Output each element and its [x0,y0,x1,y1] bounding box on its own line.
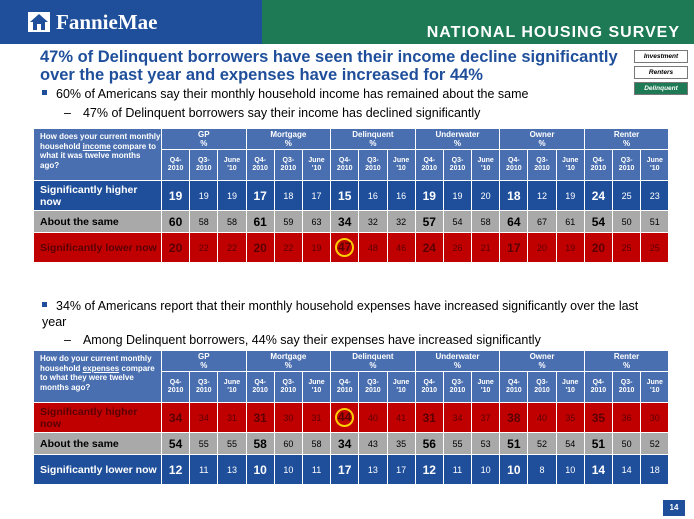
value-cell: 58 [190,211,217,232]
table-row [34,403,668,432]
value-cell: 25 [641,233,668,262]
value-cell: 31 [416,403,443,432]
row-label: About the same [34,211,161,232]
table-row [34,181,668,210]
value-cell: 19 [416,181,443,210]
period-header: June '10 [472,150,499,180]
value-cell: 35 [557,403,584,432]
value-cell: 11 [303,455,330,484]
group-header: Delinquent % [331,129,415,149]
value-cell: 58 [247,433,274,454]
sub-bullet-income: – 47% of Delinquent borrowers say their income has declined significantly [64,106,481,120]
header-banner [0,0,694,44]
value-cell: 24 [585,181,612,210]
value-cell: 58 [303,433,330,454]
value-cell: 21 [472,233,499,262]
period-header: Q3- 2010 [359,372,386,402]
slide-title: 47% of Delinquent borrowers have seen their income decline significantly over the past year and expenses have increased for 44% [40,48,618,84]
value-cell: 32 [388,211,415,232]
group-header: Renter % [585,129,669,149]
value-cell: 57 [416,211,443,232]
income-table [33,128,669,263]
value-cell: 51 [641,211,668,232]
value-cell: 17 [500,233,527,262]
legend-renters: Renters [634,66,688,79]
value-cell: 35 [388,433,415,454]
period-header: June '10 [303,372,330,402]
value-cell: 14 [613,455,640,484]
value-cell: 13 [218,455,245,484]
value-cell: 64 [500,211,527,232]
period-header: Q3- 2010 [613,150,640,180]
legend-delinquent: Delinquent [634,82,688,95]
highlight-circle: 44 [335,408,354,427]
value-cell: 18 [500,181,527,210]
period-header: Q3- 2010 [528,372,555,402]
value-cell: 61 [247,211,274,232]
table-row [34,233,668,262]
value-cell: 17 [388,455,415,484]
group-header: GP % [162,351,246,371]
value-cell: 54 [557,433,584,454]
value-cell: 63 [303,211,330,232]
value-cell: 61 [557,211,584,232]
value-cell: 11 [190,455,217,484]
value-cell: 50 [613,433,640,454]
value-cell: 16 [388,181,415,210]
value-cell: 18 [641,455,668,484]
value-cell: 23 [641,181,668,210]
period-header: Q4- 2010 [331,150,358,180]
value-cell: 58 [218,211,245,232]
value-cell: 50 [613,211,640,232]
value-cell: 52 [641,433,668,454]
group-header: Owner % [500,351,584,371]
value-cell: 46 [388,233,415,262]
period-header: Q4- 2010 [500,150,527,180]
group-header: Mortgage % [247,351,331,371]
value-cell: 43 [359,433,386,454]
period-header: Q3- 2010 [613,372,640,402]
value-cell: 20 [162,233,189,262]
period-header: June '10 [557,372,584,402]
value-cell: 40 [528,403,555,432]
value-cell: 54 [585,211,612,232]
legend-investment: Investment [634,50,688,63]
table-row [34,433,668,454]
period-header: Q3- 2010 [190,372,217,402]
period-header: June '10 [303,150,330,180]
highlight-circle: 47 [335,238,354,257]
value-cell: 13 [359,455,386,484]
value-cell: 38 [500,403,527,432]
brand-name: FannieMae [56,10,158,34]
value-cell: 34 [190,403,217,432]
page-number: 14 [663,500,685,516]
expenses-table [33,350,669,485]
value-cell: 19 [218,181,245,210]
period-header: June '10 [388,372,415,402]
period-header: Q4- 2010 [500,372,527,402]
value-cell: 15 [331,181,358,210]
brand-bar [0,0,262,44]
row-label: Significantly lower now [34,233,161,262]
period-header: Q3- 2010 [444,372,471,402]
bullet-income: 60% of Americans say their monthly household income has remained about the same [42,86,529,102]
group-header: Delinquent % [331,351,415,371]
value-cell: 35 [585,403,612,432]
period-header: June '10 [218,150,245,180]
period-header: Q4- 2010 [247,150,274,180]
segment-legend [634,50,688,98]
value-cell: 12 [416,455,443,484]
group-header: GP % [162,129,246,149]
period-header: Q3- 2010 [275,372,302,402]
value-cell: 36 [613,403,640,432]
value-cell: 25 [613,181,640,210]
value-cell: 55 [218,433,245,454]
table-row [34,211,668,232]
value-cell: 17 [303,181,330,210]
value-cell: 22 [190,233,217,262]
value-cell: 10 [247,455,274,484]
bullet-square-icon [42,302,47,307]
value-cell: 10 [500,455,527,484]
period-header: Q4- 2010 [162,372,189,402]
value-cell: 32 [359,211,386,232]
value-cell: 56 [416,433,443,454]
question-cell: How do your current monthly household expenses compare to what they were twelve months ago? [34,351,161,402]
value-cell: 10 [275,455,302,484]
row-label: Significantly higher now [34,181,161,210]
value-cell: 22 [275,233,302,262]
question-cell: How does your current monthly household income compare to what it was twelve months ago? [34,129,161,180]
value-cell: 55 [190,433,217,454]
sub-bullet-expenses: – Among Delinquent borrowers, 44% say their expenses have increased significantly [64,333,541,347]
period-header: Q3- 2010 [528,150,555,180]
period-header: June '10 [641,372,668,402]
period-header: Q4- 2010 [416,372,443,402]
value-cell: 37 [472,403,499,432]
value-cell: 10 [557,455,584,484]
group-header: Owner % [500,129,584,149]
value-cell: 18 [275,181,302,210]
value-cell: 12 [528,181,555,210]
value-cell: 34 [331,211,358,232]
value-cell: 19 [303,233,330,262]
period-header: Q3- 2010 [359,150,386,180]
period-header: Q3- 2010 [190,150,217,180]
value-cell: 34 [331,433,358,454]
value-cell: 17 [247,181,274,210]
value-cell: 19 [162,181,189,210]
row-label: Significantly higher now [34,403,161,432]
value-cell [331,233,358,262]
survey-bar [262,0,694,44]
group-header: Renter % [585,351,669,371]
value-cell: 30 [275,403,302,432]
value-cell: 40 [359,403,386,432]
value-cell: 59 [275,211,302,232]
value-cell: 22 [218,233,245,262]
value-cell: 52 [528,433,555,454]
period-header: June '10 [641,150,668,180]
value-cell: 31 [218,403,245,432]
group-header: Underwater % [416,129,500,149]
period-header: Q4- 2010 [331,372,358,402]
value-cell: 12 [162,455,189,484]
value-cell: 60 [162,211,189,232]
value-cell: 30 [641,403,668,432]
value-cell: 51 [585,433,612,454]
value-cell: 19 [557,233,584,262]
group-header: Mortgage % [247,129,331,149]
row-label: Significantly lower now [34,455,161,484]
value-cell: 60 [275,433,302,454]
value-cell: 53 [472,433,499,454]
value-cell: 11 [444,455,471,484]
bullet-expenses: 34% of Americans report that their monthly household expenses have increased significantly over the last year [42,299,639,329]
value-cell: 20 [528,233,555,262]
value-cell: 17 [331,455,358,484]
value-cell: 16 [359,181,386,210]
period-header: Q4- 2010 [162,150,189,180]
period-header: Q3- 2010 [444,150,471,180]
period-header: Q3- 2010 [275,150,302,180]
table-row [34,455,668,484]
value-cell: 41 [388,403,415,432]
value-cell: 51 [500,433,527,454]
value-cell: 14 [585,455,612,484]
value-cell: 10 [472,455,499,484]
period-header: June '10 [472,372,499,402]
value-cell: 34 [444,403,471,432]
period-header: June '10 [388,150,415,180]
survey-title: NATIONAL HOUSING SURVEY [426,24,680,41]
value-cell [331,403,358,432]
value-cell: 20 [472,181,499,210]
value-cell: 8 [528,455,555,484]
house-logo-icon [28,12,50,32]
value-cell: 19 [557,181,584,210]
period-header: Q4- 2010 [585,150,612,180]
row-label: About the same [34,433,161,454]
period-header: June '10 [557,150,584,180]
period-header: June '10 [218,372,245,402]
period-header: Q4- 2010 [247,372,274,402]
period-header: Q4- 2010 [585,372,612,402]
value-cell: 20 [585,233,612,262]
value-cell: 26 [444,233,471,262]
value-cell: 55 [444,433,471,454]
value-cell: 31 [247,403,274,432]
value-cell: 67 [528,211,555,232]
period-header: Q4- 2010 [416,150,443,180]
value-cell: 58 [472,211,499,232]
value-cell: 20 [247,233,274,262]
value-cell: 34 [162,403,189,432]
bullet-square-icon [42,90,47,95]
value-cell: 25 [613,233,640,262]
value-cell: 54 [444,211,471,232]
group-header: Underwater % [416,351,500,371]
value-cell: 54 [162,433,189,454]
value-cell: 19 [190,181,217,210]
value-cell: 31 [303,403,330,432]
value-cell: 48 [359,233,386,262]
value-cell: 24 [416,233,443,262]
value-cell: 19 [444,181,471,210]
